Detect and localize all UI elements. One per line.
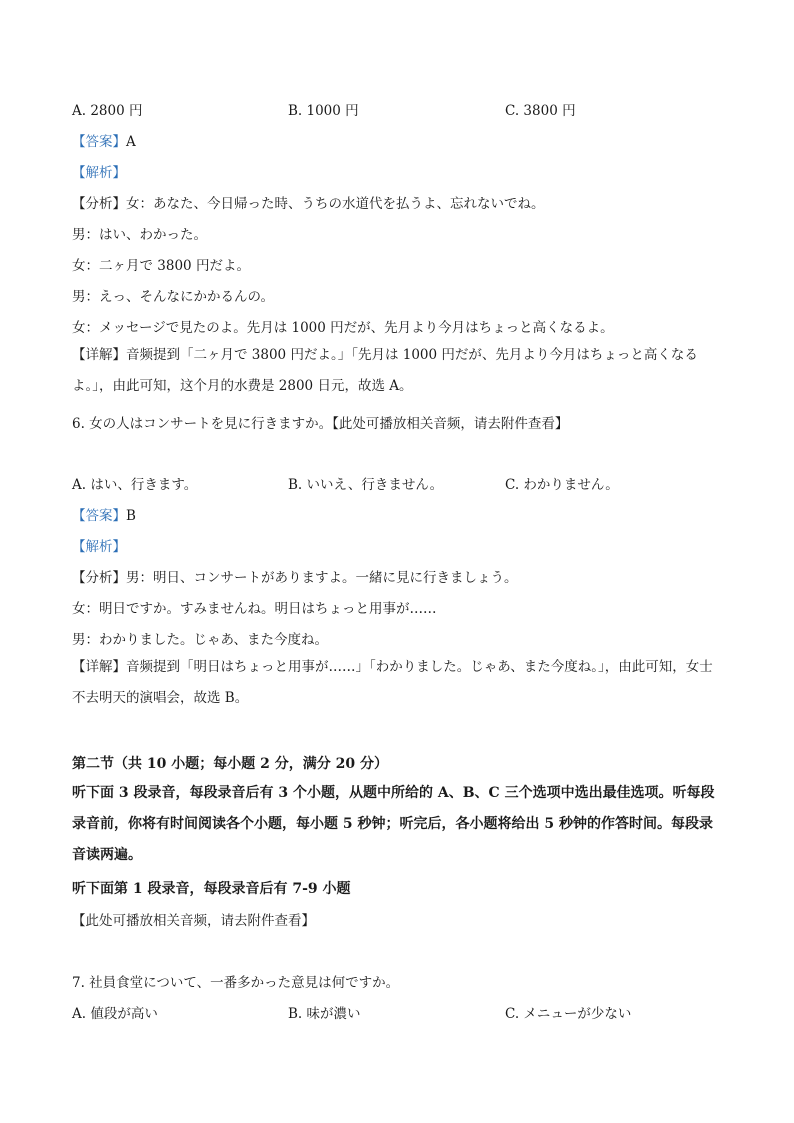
q6-question: 6. 女の人はコンサートを見に行きますか。【此处可播放相关音频，请去附件查看】 <box>72 416 569 432</box>
q5-options <box>72 99 724 119</box>
q5-dialogue-line-1 <box>72 192 545 212</box>
q5-answer-value: A <box>126 134 136 150</box>
q5-detail-prefix: 【详解】 <box>72 347 126 363</box>
q6-detail <box>72 652 724 714</box>
q6-detail-prefix: 【详解】 <box>72 659 126 675</box>
q6-dialogue-line-2: 女：明日ですか。すみませんね。明日はちょっと用事が…… <box>72 601 437 617</box>
q6-detail-text: 音频提到「明日はちょっと用事が……」「わかりました。じゃあ、また今度ね。」，由此可知，女士不去明天的演唱会，故选 B。 <box>72 659 713 706</box>
q6-dialogue-text-1: 男：明日、コンサートがありますよ。一緒に見に行きましょう。 <box>126 570 518 586</box>
q6-answer <box>72 504 136 524</box>
q6-answer-tag: 【答案】 <box>72 508 126 524</box>
q5-option-c: C. 3800 円 <box>505 103 576 119</box>
q6-analysis-tag: 【解析】 <box>72 539 126 555</box>
q5-dialogue-line-5: 女：メッセージで見たのよ。先月は 1000 円だが、先月より今月はちょっと高くなるよ。 <box>72 320 614 336</box>
q6-options <box>72 473 724 493</box>
q7-option-c: C. メニューが少ない <box>505 1006 632 1022</box>
q5-detail-text: 音频提到「二ヶ月で 3800 円だよ。」「先月は 1000 円だが、先月より今月はちょっと高くなるよ。」，由此可知，这个月的水费是 2800 日元，故选 A。 <box>72 347 698 394</box>
q5-option-b: B. 1000 円 <box>288 103 359 119</box>
q6-analysis-prefix: 【分析】 <box>72 570 126 586</box>
q5-detail <box>72 340 724 402</box>
section2-heading: 第二节（共 10 小题；每小题 2 分，满分 20 分） <box>72 756 388 772</box>
q5-dialogue-line-2: 男：はい、わかった。 <box>72 227 207 243</box>
section2-instructions: 听下面 3 段录音，每段录音后有 3 个小题，从题中所给的 A、B、C 三个选项中选出最佳选项。听每段录音前，你将有时间阅读各个小题，每小题 5 秒钟；听完后，各小题将给出 5 秒钟的作答时间。每段录音读两遍。 <box>72 785 715 863</box>
q6-option-c: C. わかりません。 <box>505 477 619 493</box>
q5-answer-tag: 【答案】 <box>72 134 126 150</box>
q5-analysis-prefix: 【分析】 <box>72 196 126 212</box>
q5-dialogue-text-1: 女：あなた、今日帰った時、うちの水道代を払うよ、忘れないでね。 <box>126 196 545 212</box>
q5-analysis-tag: 【解析】 <box>72 165 126 181</box>
q6-option-a: A. はい、行きます。 <box>72 477 198 493</box>
q6-dialogue-line-3: 男：わかりました。じゃあ、また今度ね。 <box>72 632 328 648</box>
q5-dialogue-line-4: 男：えっ、そんなにかかるんの。 <box>72 289 274 305</box>
q7-question: 7. 社員食堂について、一番多かった意見は何ですか。 <box>72 975 400 991</box>
q7-options <box>72 1002 724 1022</box>
section2-sub-heading: 听下面第 1 段录音，每段录音后有 7-9 小题 <box>72 881 351 897</box>
q7-option-b: B. 味が濃い <box>288 1006 361 1022</box>
q6-answer-value: B <box>126 508 136 524</box>
q5-answer <box>72 130 136 150</box>
q5-dialogue-line-3: 女：二ヶ月で 3800 円だよ。 <box>72 258 250 274</box>
q5-option-a: A. 2800 円 <box>72 103 143 119</box>
q6-dialogue-line-1 <box>72 566 518 586</box>
q7-option-a: A. 値段が高い <box>72 1006 158 1022</box>
section2-audio-note: 【此处可播放相关音频，请去附件查看】 <box>72 913 315 929</box>
q6-option-b: B. いいえ、行きません。 <box>288 477 444 493</box>
